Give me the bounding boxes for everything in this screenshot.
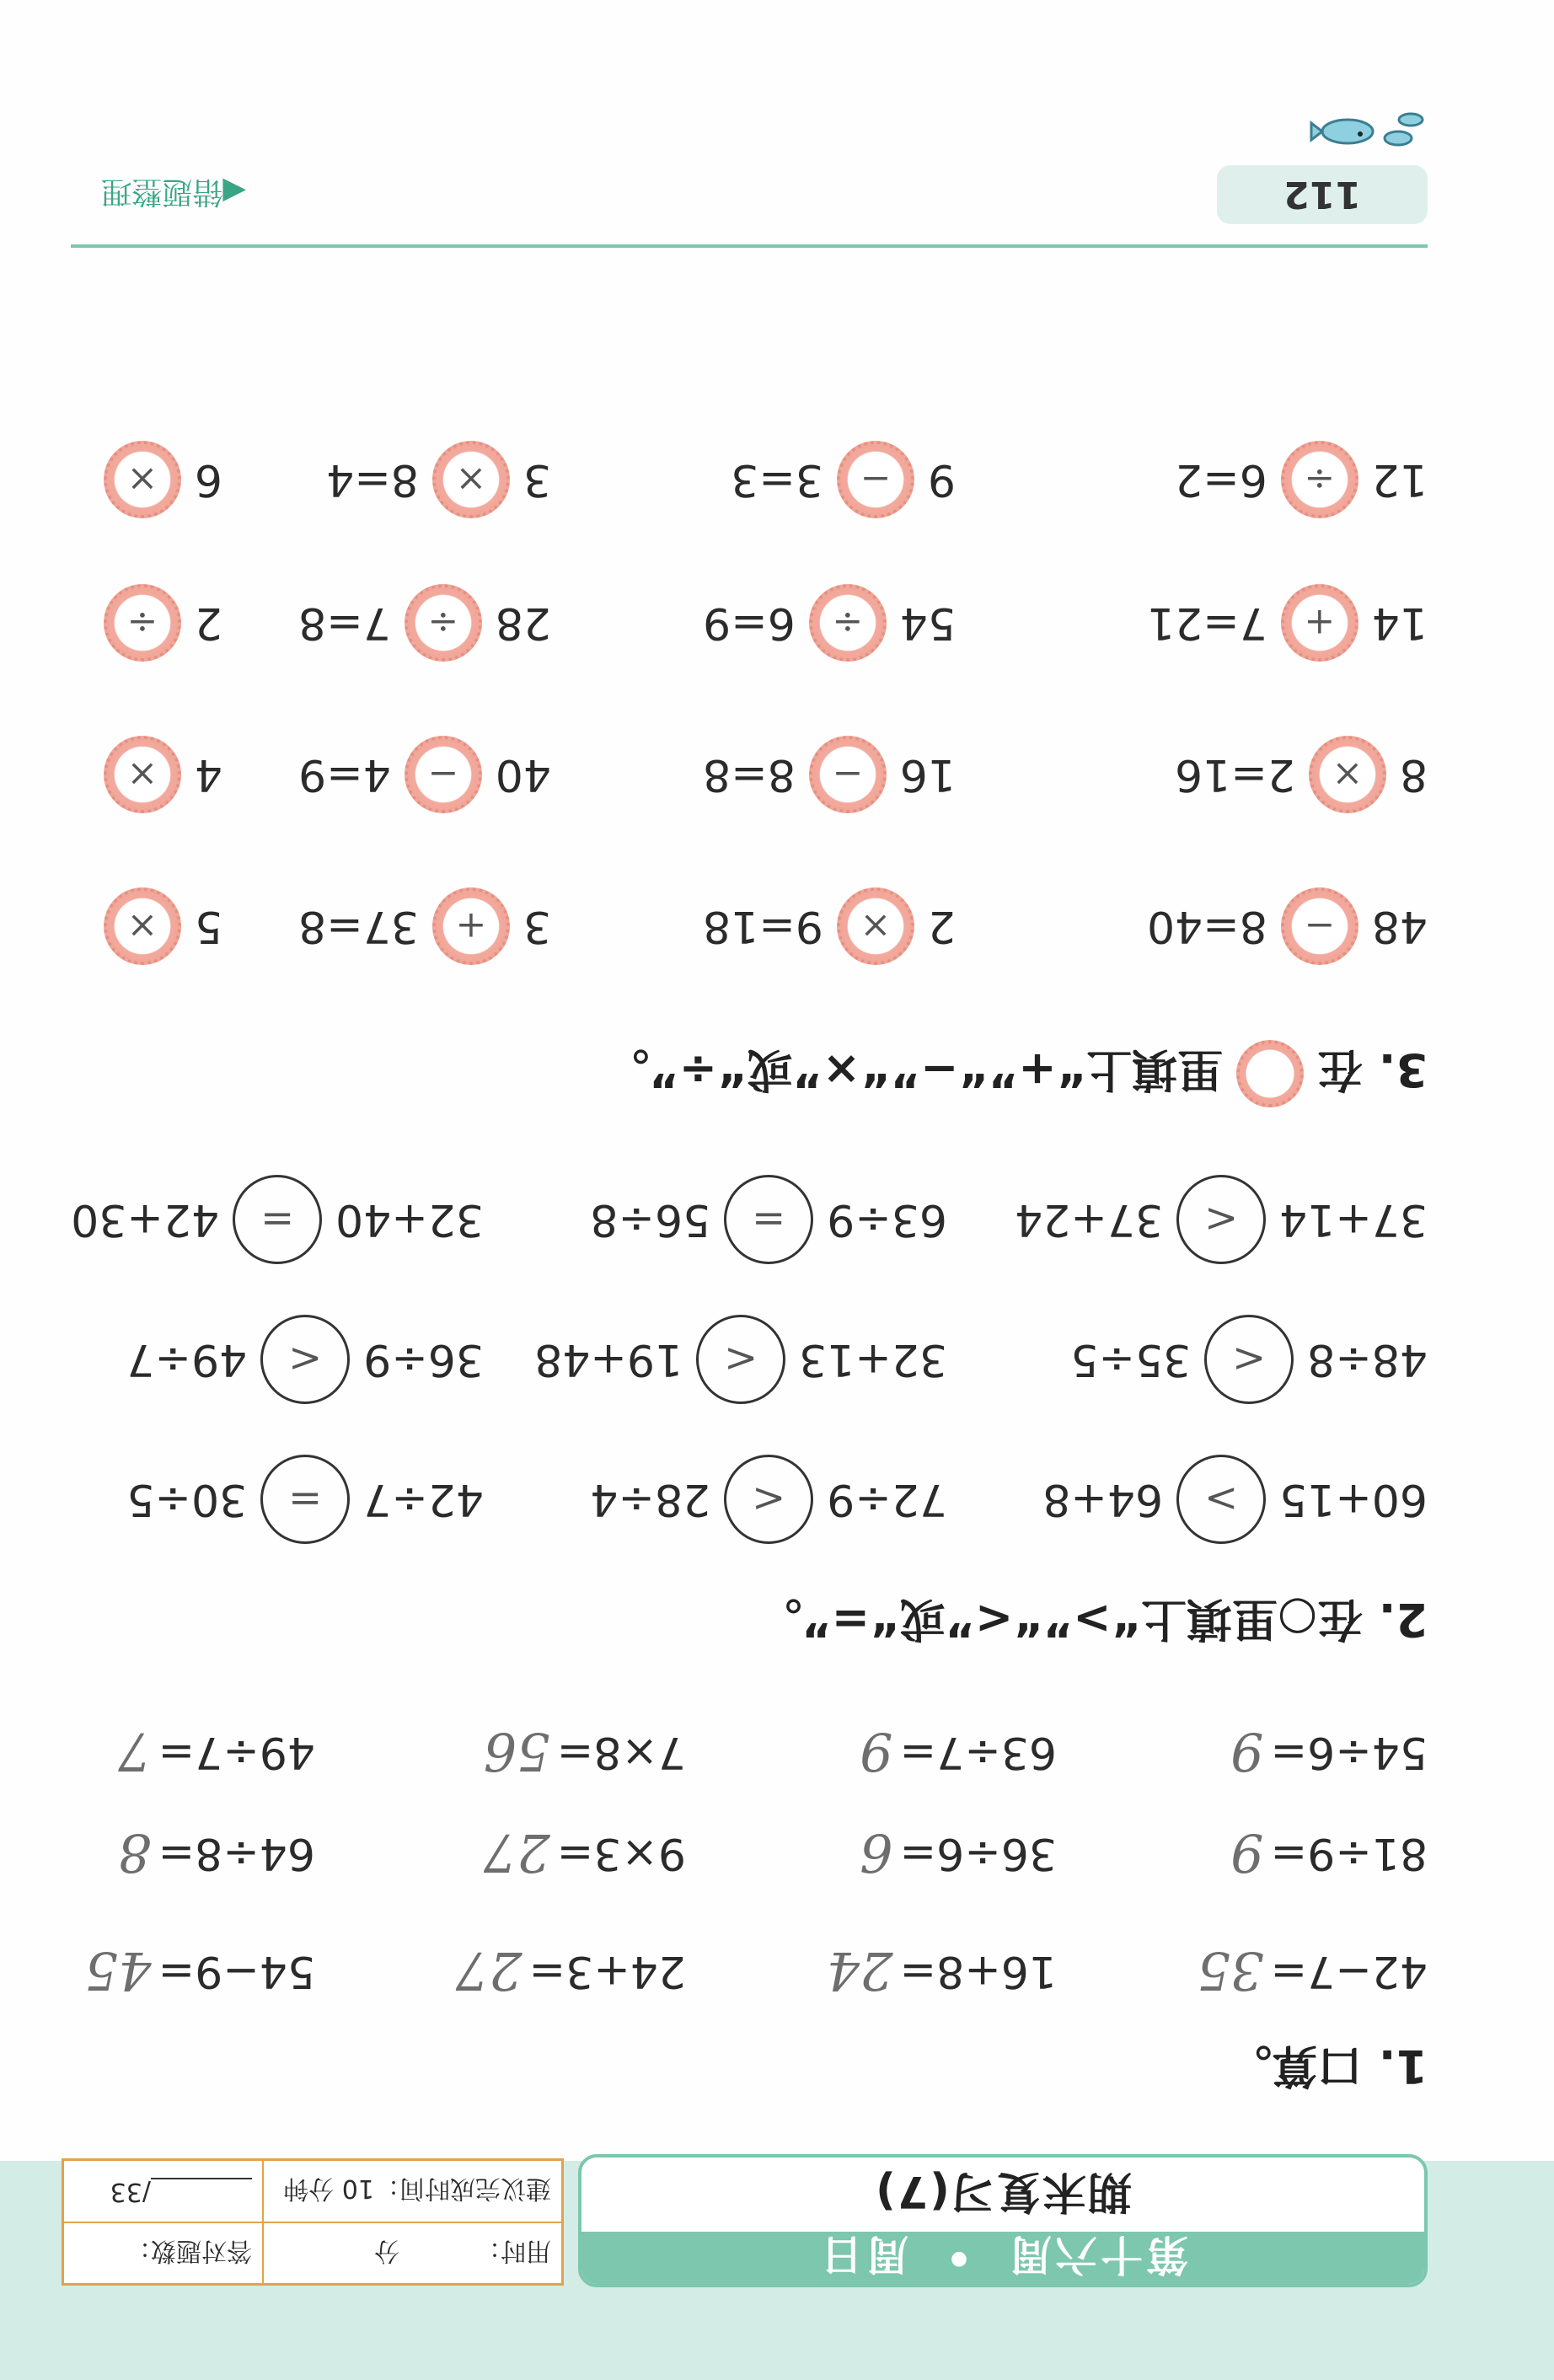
compare-circle[interactable]: < [724, 1455, 813, 1544]
operator-flower[interactable]: × [1309, 736, 1386, 813]
answer[interactable]: 9 [1230, 1822, 1264, 1884]
operator-flower[interactable]: + [432, 887, 510, 965]
section3-row-4: 12 ÷ 6=2 9 − 3=3 3 × 8=4 6 × [121, 442, 1428, 517]
title-week-bar [581, 2232, 1424, 2284]
compare-circle[interactable]: < [1176, 1175, 1266, 1264]
operator-flower[interactable]: ÷ [104, 584, 181, 662]
operator-flower[interactable]: × [104, 441, 181, 518]
section1-row-3: 54÷6= 9 63÷7= 9 7×8= 56 49÷7= 7 [118, 1721, 1428, 1783]
operator-flower[interactable]: + [1281, 584, 1358, 662]
operator-flower[interactable]: × [432, 441, 510, 518]
flower-icon [1236, 1040, 1304, 1107]
section3-row-3: 14 + 7=21 54 ÷ 6=9 28 ÷ 7=8 2 ÷ [121, 585, 1428, 661]
operator-flower[interactable]: ÷ [1281, 441, 1358, 518]
compare-circle[interactable]: = [233, 1175, 322, 1264]
answer[interactable]: 27 [483, 1822, 550, 1884]
section3-row-1: 48 − 8=40 2 × 9=18 3 + 37=8 5 × [121, 888, 1428, 964]
operator-flower[interactable]: − [809, 736, 887, 813]
compare-circle[interactable]: = [724, 1175, 813, 1264]
time-used-field[interactable]: 用时： 分 [262, 2222, 561, 2284]
footer-divider [71, 244, 1428, 248]
operator-flower[interactable]: − [837, 441, 914, 518]
section2-row-3: 37+14 < 37+24 63÷9 = 56÷8 32+40 = 42+30 [121, 1182, 1428, 1257]
operator-flower[interactable]: × [837, 887, 914, 965]
answer[interactable]: 7 [118, 1721, 152, 1783]
section2-heading: 2. 在○里填上“>”“<”或“=”。 [756, 1593, 1428, 1646]
operator-flower[interactable]: × [104, 736, 181, 813]
section3-heading: 3. 在 里填上“+”“−”“×”或“÷”。 [603, 1040, 1428, 1107]
error-review-link[interactable]: ◀错题整理 [101, 174, 246, 209]
info-box [62, 2158, 564, 2286]
compare-circle[interactable]: > [1176, 1455, 1266, 1544]
correct-total: /33 [64, 2161, 262, 2222]
answer[interactable]: 6 [860, 1822, 893, 1884]
compare-circle[interactable]: < [1204, 1315, 1294, 1404]
answer[interactable]: 8 [118, 1822, 152, 1884]
answer[interactable]: 27 [455, 1940, 522, 2002]
day-label: 周日 [817, 2230, 909, 2279]
correct-count-field[interactable]: 答对题数： [64, 2222, 262, 2284]
answer[interactable]: 56 [483, 1721, 550, 1783]
answer[interactable]: 45 [84, 1940, 152, 2002]
operator-flower[interactable]: − [1281, 887, 1358, 965]
section1-row-1: 42−7= 35 16+8= 24 24+3= 27 54−9= 45 [84, 1940, 1428, 2002]
answer[interactable]: 24 [826, 1940, 893, 2002]
week-label: 第十六周 [1005, 2230, 1188, 2279]
compare-circle[interactable]: < [696, 1315, 785, 1404]
compare-circle[interactable]: = [260, 1455, 350, 1544]
answer[interactable]: 9 [1230, 1721, 1264, 1783]
operator-flower[interactable]: × [104, 887, 181, 965]
answer[interactable]: 9 [860, 1721, 893, 1783]
answer[interactable]: 35 [1197, 1940, 1264, 2002]
section1-heading: 1. 口算。 [1226, 2040, 1428, 2093]
operator-flower[interactable]: ÷ [809, 584, 887, 662]
title-box [578, 2154, 1428, 2287]
operator-flower[interactable]: ÷ [405, 584, 482, 662]
section1-row-2: 81÷9= 9 36÷6= 6 9×3= 27 64÷8= 8 [118, 1822, 1428, 1884]
suggested-time: 建议完成时间：10 分钟 [262, 2161, 561, 2222]
separator-dot: • [942, 2233, 973, 2282]
section2-row-2: 48÷8 < 35÷5 32+13 < 19+48 36÷9 < 49÷7 [121, 1321, 1428, 1397]
operator-flower[interactable]: − [405, 736, 482, 813]
page-title: 期末复习(7) [874, 2166, 1132, 2217]
fish-icon [1310, 106, 1428, 157]
section3-row-2: 8 × 2=16 16 − 8=8 40 − 4=9 4 × [121, 737, 1428, 812]
compare-circle[interactable]: < [260, 1315, 350, 1404]
section2-row-1: 60+15 > 64+8 72÷9 < 28÷4 42÷7 = 30÷5 [121, 1461, 1428, 1537]
page-number: 112 [1217, 165, 1428, 224]
